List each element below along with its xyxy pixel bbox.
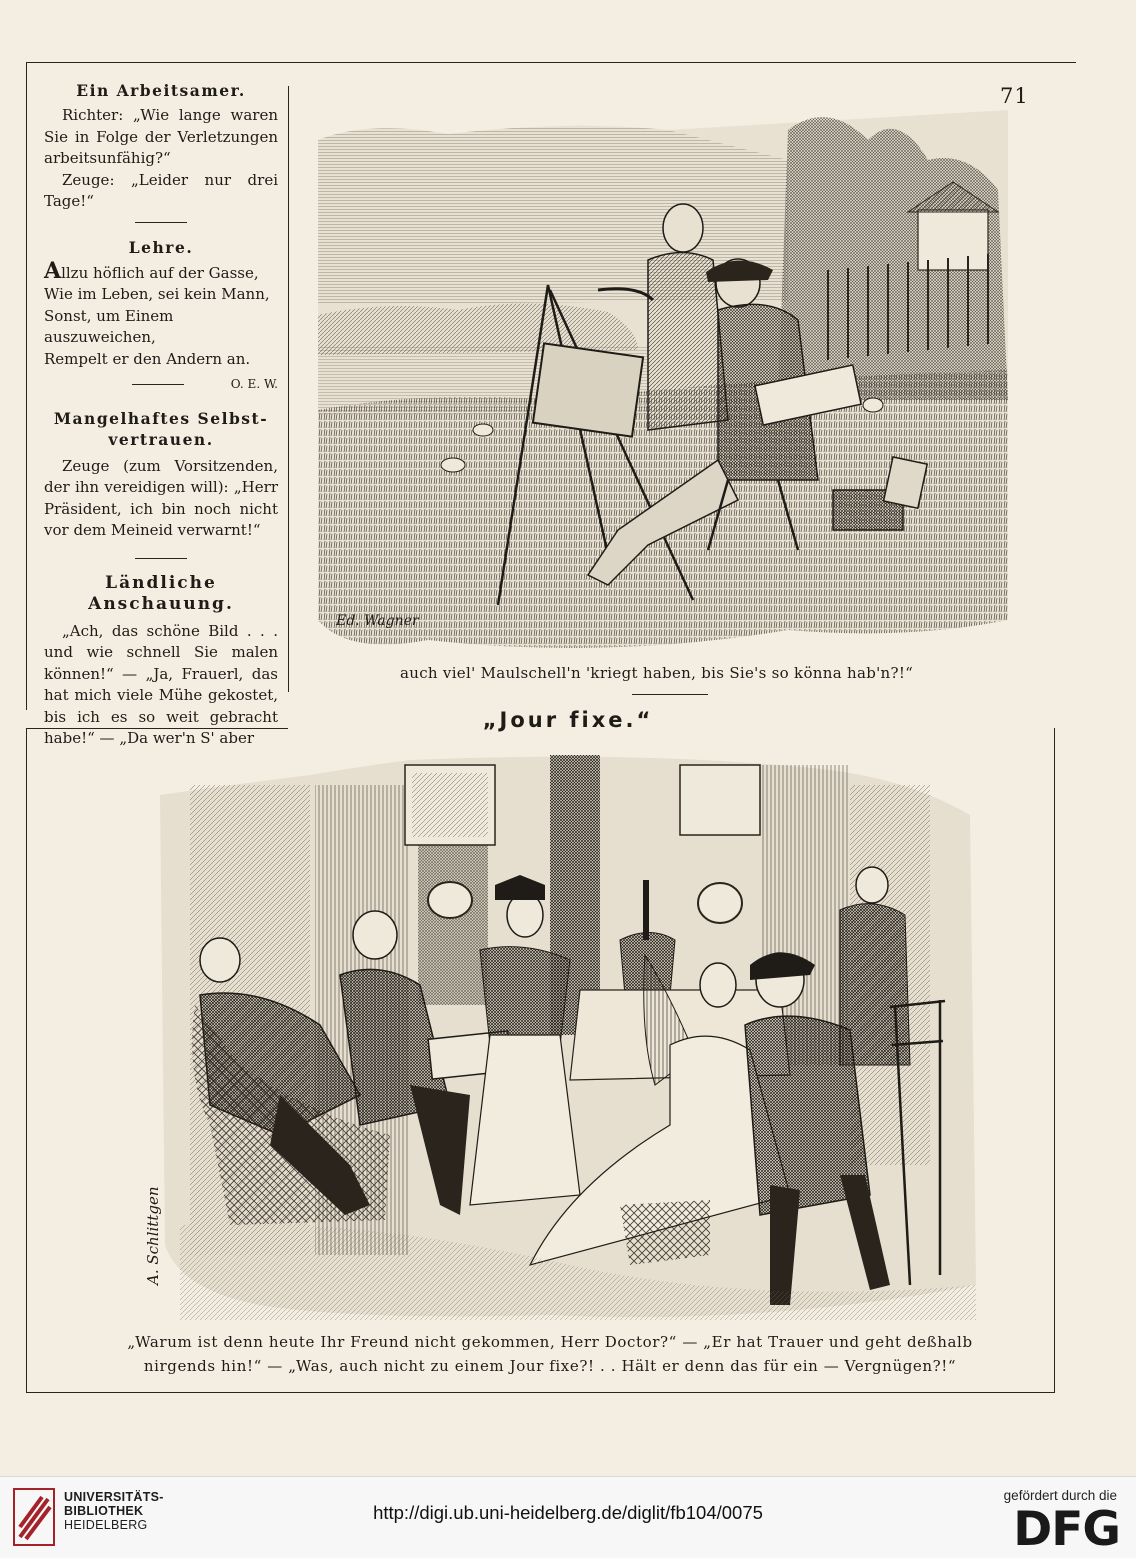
caption-line: „Warum ist denn heute Ihr Freund nicht gekommen, Herr Doctor?“ — „Er hat Trauer und geht deßhalb xyxy=(127,1333,973,1351)
separator xyxy=(135,558,187,559)
caption-separator xyxy=(632,694,708,695)
piece-title-lehre: Lehre. xyxy=(128,237,194,257)
verse-line: Rempelt er den Andern an. xyxy=(44,349,251,368)
caption-painter: auch viel' Maulschell'n 'kriegt haben, bis Sie's so könna hab'n?!“ xyxy=(400,664,914,682)
separator xyxy=(132,384,184,385)
piece-text: Zeuge: „Leider nur drei Tage!“ xyxy=(44,170,278,210)
engraving-painter-scene xyxy=(308,100,1008,660)
piece-text: „Ach, das schöne Bild . . . und wie schnell Sie malen können!“ — „Ja, Frauerl, das hat mich viele Mühe gekostet, bis ich es so weit gebracht habe!“ — „Da wer'n S' aber xyxy=(44,621,278,747)
right-border-lower xyxy=(1054,728,1055,1392)
illustration-title-jour-fixe: „Jour fixe.“ xyxy=(482,708,654,732)
left-text-column xyxy=(44,80,278,750)
verse-line: Allzu höflich auf der Gasse, xyxy=(44,257,259,284)
left-border-lower xyxy=(26,728,27,1392)
page-number: 71 xyxy=(1000,84,1029,108)
dfg-logo[interactable]: DFG xyxy=(1013,1502,1120,1557)
signature-row xyxy=(44,374,278,396)
piece-text: Zeuge (zum Vorsitzenden, der ihn vereidigen will): „Herr Präsident, ich bin noch nicht vor dem Meineid verwarnt!“ xyxy=(44,456,278,539)
column-divider xyxy=(288,86,289,692)
piece-text: Richter: „Wie lange waren Sie in Folge der Verletzungen arbeitsunfähig?“ xyxy=(44,106,278,167)
illustration-jour-fixe xyxy=(144,745,982,1325)
artist-signature: Ed. Wagner xyxy=(336,613,419,629)
piece-title-ein-arbeitsamer: Ein Arbeitsamer. xyxy=(76,81,246,100)
caption-jour-fixe xyxy=(60,1330,1040,1378)
drop-initial: A xyxy=(44,257,62,284)
piece-title-mangelhaftes: Mangelhaftes Selbst- vertrauen. xyxy=(53,408,269,449)
permalink-url[interactable]: http://digi.ub.uni-heidelberg.de/diglit/fb104/0075 xyxy=(373,1502,763,1523)
verse-line: Wie im Leben, sei kein Mann, xyxy=(44,285,270,303)
library-name: UNIVERSITÄTS- BIBLIOTHEK HEIDELBERG xyxy=(64,1490,164,1532)
viewer-footer xyxy=(0,1476,1136,1558)
artist-signature: A. Schlittgen xyxy=(144,1186,162,1285)
separator xyxy=(135,222,187,223)
signature: O. E. W. xyxy=(230,377,278,391)
verse-line: Sonst, um Einem auszuweichen, xyxy=(44,306,174,346)
funding-note: gefördert durch die xyxy=(1003,1488,1117,1503)
caption-line: nirgends hin!“ — „Was, auch nicht zu einem Jour fixe?! . . Hält er denn das für ein — Vergnügen?!“ xyxy=(143,1357,957,1375)
engraving-salon-scene xyxy=(144,745,982,1325)
left-border-upper xyxy=(26,62,27,710)
top-rule xyxy=(26,62,1076,63)
illustration-painter xyxy=(308,100,1008,660)
piece-title-laendliche: Ländliche Anschauung. xyxy=(88,572,234,614)
bottom-rule xyxy=(26,1392,1055,1393)
